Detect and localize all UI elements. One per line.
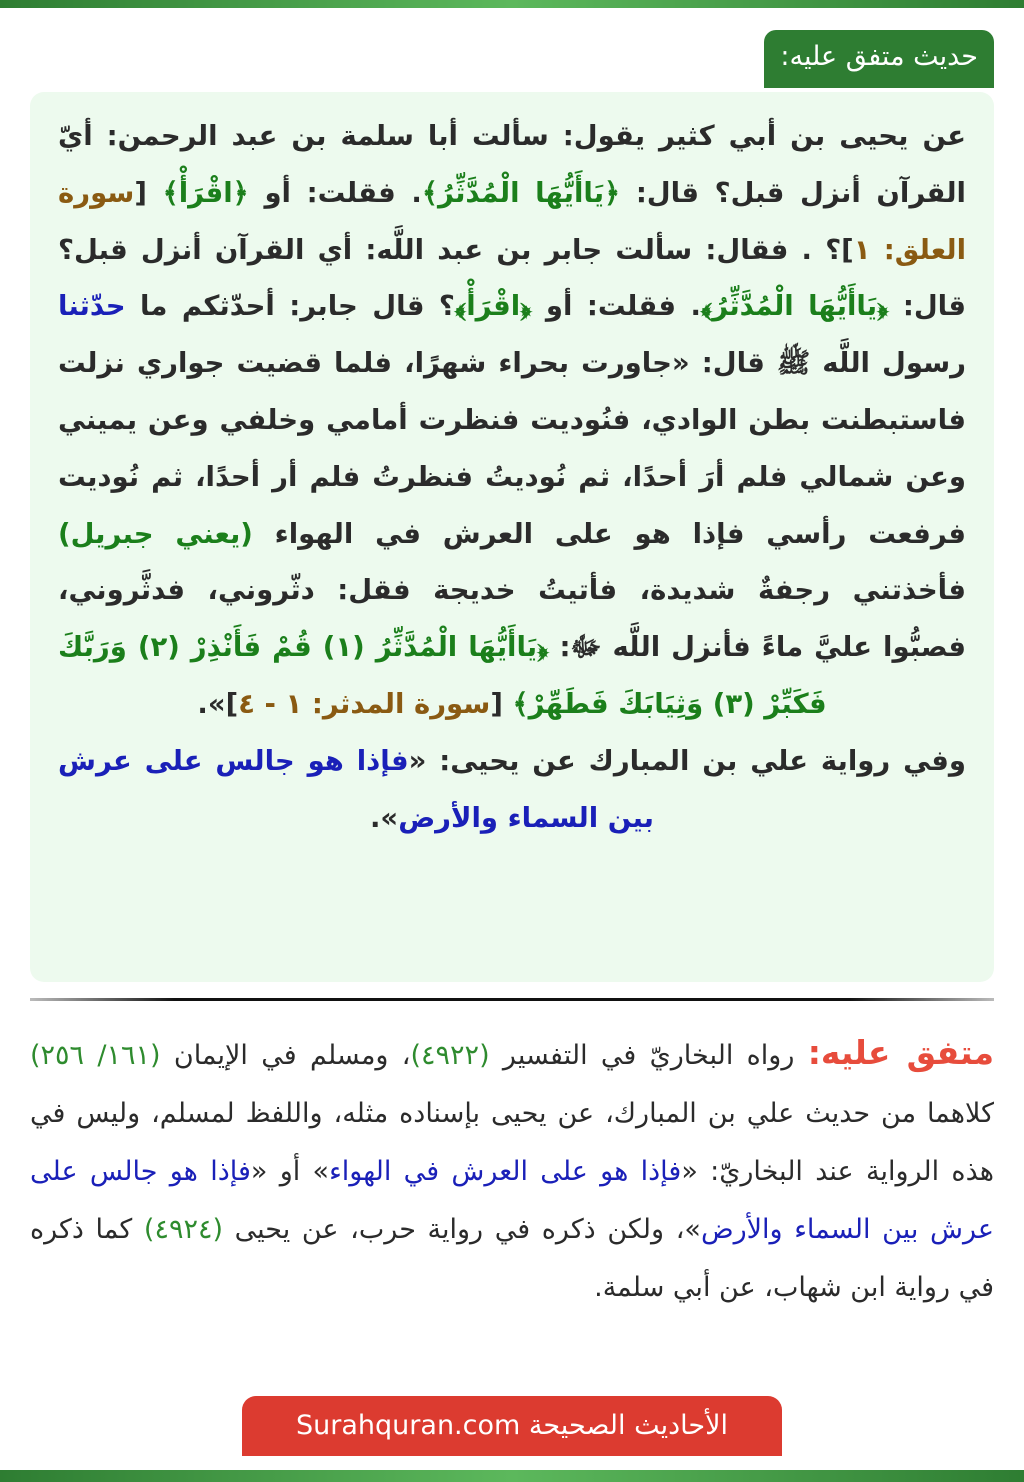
- commentary-text: [30, 1024, 994, 1317]
- hadith-box: [30, 92, 994, 982]
- hadith-number: (١٦١/ ٢٥٦): [30, 1040, 161, 1071]
- hadith-number: (٤٩٢٢): [410, 1040, 490, 1071]
- hadith-segment: وفي رواية علي بن المبارك عن يحيى: «: [408, 744, 967, 777]
- hadith-number: (٤٩٢٤): [143, 1214, 223, 1245]
- hadith-segment: عن يحيى بن أبي كثير يقول: سألت أبا سلمة بن عبد الرحمن: أيّ القرآن أنزل قبل؟ قال:: [58, 120, 966, 209]
- hadith-segment: ]؟ . فقال: سألت جابر بن عبد اللَّه: أي القرآن أنزل قبل؟ قال:: [58, 233, 967, 323]
- commentary-segment: كما ذكره في رواية ابن شهاب، عن أبي سلمة.: [30, 1214, 994, 1303]
- commentary-segment: » أو «: [250, 1156, 330, 1187]
- hadith-segment: . فقلت: أو: [531, 290, 701, 323]
- narrator-note: (يعني جبريل): [58, 517, 253, 550]
- hadith-type-badge: حديث متفق عليه:: [764, 30, 994, 88]
- hadith-segment: . فقلت: أو: [248, 176, 422, 209]
- commentary-segment: كلاهما من حديث علي بن المبارك، عن يحيى بإسناده مثله، واللفظ لمسلم، وليس في هذه الرواية عند البخاريّ: «: [30, 1098, 994, 1187]
- quoted-narration: فإذا هو جالس على عرش بين السماء والأرض: [58, 744, 655, 834]
- hadith-segment: فأخذتني رجفةٌ شديدة، فأتيتُ خديجة فقل: دثّروني، فدثَّروني، فصبُّوا عليَّ ماءً فأنزل اللَّه ﷻ:: [58, 574, 967, 664]
- quran-verse: ﴿يَاأَيُّهَا الْمُدَّثِّرُ﴾: [421, 176, 621, 209]
- bottom-accent-bar: [0, 1470, 1024, 1482]
- hadith-text: [58, 108, 966, 846]
- bracket: ]».: [197, 687, 239, 720]
- site-badge[interactable]: الأحاديث الصحيحة Surahquran.com: [242, 1396, 782, 1456]
- top-accent-bar: [0, 0, 1024, 8]
- bracket: [: [490, 687, 513, 720]
- hadith-segment: ؟ قال جابر: أحدّثكم ما: [125, 290, 455, 323]
- surah-reference: سورة العلق: ١: [58, 176, 966, 266]
- section-divider: [30, 998, 994, 1001]
- hadith-segment: رسول اللَّه ﷺ قال: «جاورت بحراء شهرًا، فلما قضيت جواري نزلت فاستبطنت بطن الوادي، فنُوديت فنظرت أمامي وخلفي وعن يميني وعن شمالي فلم أرَ أحدًا، ثم نُوديتُ فنظرتُ فلم أر أحدًا، ثم نُوديت فرفعت رأسي فإذا هو على العرش في الهواء: [58, 347, 966, 550]
- quran-verse: ﴿يَاأَيُّهَا الْمُدَّثِّرُ (١) قُمْ فَأَنْذِرْ (٢) وَرَبَّكَ فَكَبِّرْ (٣) وَثِيَابَكَ فَطَهِّرْ﴾: [58, 631, 827, 720]
- commentary-label: متفق عليه:: [807, 1033, 994, 1072]
- quoted-phrase: فإذا هو على العرش في الهواء: [329, 1156, 682, 1187]
- commentary-segment: ، ومسلم في الإيمان: [160, 1040, 411, 1071]
- bracket: [: [134, 176, 163, 209]
- commentary-segment: رواه البخاريّ في التفسير: [489, 1040, 808, 1071]
- quran-verse: ﴿اقْرَأْ﴾: [162, 176, 249, 209]
- quoted-phrase: فإذا هو جالس على عرش بين السماء والأرض: [30, 1156, 994, 1245]
- hadith-link[interactable]: حدّثنا: [58, 290, 126, 323]
- surah-reference: سورة المدثر: ١ - ٤: [238, 687, 491, 720]
- quran-verse: ﴿يَاأَيُّهَا الْمُدَّثِّرُ﴾: [700, 290, 889, 323]
- quran-verse: ﴿اقْرَأْ﴾: [454, 290, 532, 323]
- hadith-segment: ».: [369, 801, 399, 834]
- commentary-segment: »، ولكن ذكره في رواية حرب، عن يحيى: [223, 1214, 701, 1245]
